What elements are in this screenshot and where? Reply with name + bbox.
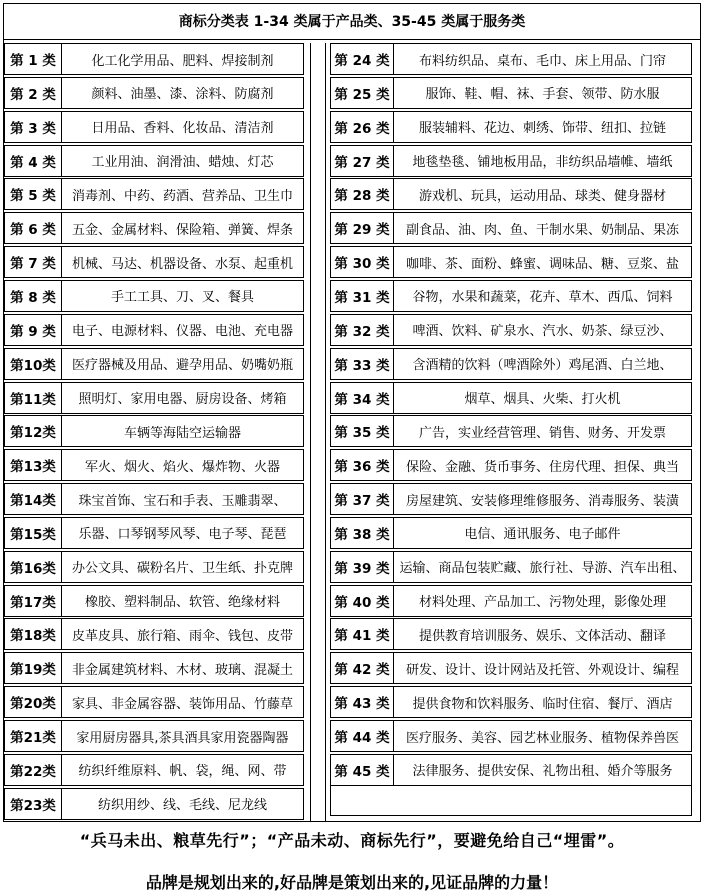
class-number: 第11类 [5,383,62,413]
class-row [330,43,692,75]
class-number: 第 9 类 [5,315,62,345]
class-row [330,551,692,583]
class-description: 烟草、烟具、火柴、打火机 [464,392,621,407]
class-row [4,585,304,617]
class-number: 第 3 类 [5,112,62,142]
class-row [330,348,692,380]
class-description: 消毒剂、中药、药酒、营养品、卫生巾 [71,188,293,204]
class-row [330,382,692,414]
class-number: 第 32 类 [331,315,394,345]
class-number: 第 1 类 [5,44,62,74]
class-description: 服装辅料、花边、刺绣、饰带、纽扣、拉链 [418,121,666,137]
class-row [4,788,304,820]
class-description: 家具、非金属容器、装饰用品、竹藤草 [71,696,293,712]
class-row [330,686,692,718]
class-number: 第 24 类 [331,44,394,74]
class-row [4,551,304,583]
class-description: 橡胶、塑料制品、软管、绝缘材料 [84,595,280,611]
class-row [330,280,692,312]
class-number: 第 34 类 [331,383,394,413]
class-number: 第 44 类 [331,721,394,751]
class-number: 第 5 类 [5,179,62,209]
class-description: 提供食物和饮料服务、临时住宿、餐厅、酒店 [412,696,673,712]
class-description: 珠宝首饰、宝石和手表、玉雕翡翠、 [78,493,287,509]
class-description: 房屋建筑、安装修理维修服务、消毒服务、装潢 [405,493,679,509]
class-row [330,111,692,143]
class-description: 乐器、口琴钢琴风琴、电子琴、琵琶 [78,527,287,543]
class-number: 第 42 类 [331,653,394,683]
class-description: 照明灯、家用电器、厨房设备、烤箱 [78,392,287,407]
class-row [4,754,304,786]
class-number: 第 43 类 [331,687,394,717]
class-row [4,348,304,380]
class-row [4,43,304,75]
class-number: 第16类 [5,552,62,582]
class-number: 第19类 [5,653,62,683]
class-description: 医疗服务、美容、园艺林业服务、植物保养兽医 [405,730,679,746]
class-number: 第 33 类 [331,349,394,379]
class-row [4,145,304,177]
slogan-line-1: “兵马未出、粮草先行”；“产品未动、商标先行”，要避免给自己“埋雷”。 [79,831,625,850]
class-number: 第 35 类 [331,416,394,446]
class-number: 第 45 类 [331,755,394,785]
class-row [330,754,692,786]
class-row [4,618,304,650]
class-row [4,686,304,718]
class-description: 电子、电源材料、仪器、电池、充电器 [71,324,293,340]
class-number: 第 40 类 [331,586,394,616]
class-number: 第14类 [5,484,62,514]
class-description: 日用品、香料、化妆品、清洁剂 [91,121,274,137]
class-row [330,618,692,650]
class-number: 第 28 类 [331,179,394,209]
class-number: 第 8 类 [5,281,62,311]
class-number: 第12类 [5,416,62,446]
class-row [330,212,692,244]
class-row [330,314,692,346]
class-row [330,720,692,752]
class-description: 军火、烟火、焰火、爆炸物、火器 [84,459,280,475]
class-row [4,111,304,143]
class-description: 家用厨房器具,茶具酒具家用瓷器陶器 [76,730,289,746]
class-row [4,517,304,549]
class-row [330,77,692,109]
class-number: 第 37 类 [331,484,394,514]
class-number: 第23类 [5,789,62,819]
class-description: 五金、金属材料、保险箱、弹簧、焊条 [71,222,293,238]
class-description: 广告，实业经营管理、销售、财务、开发票 [418,425,666,441]
class-description: 颜料、油墨、漆、涂料、防腐剂 [91,87,274,103]
class-row [330,246,692,278]
class-row [330,517,692,549]
class-row [4,77,304,109]
class-number: 第 31 类 [331,281,394,311]
class-number: 第20类 [5,687,62,717]
class-description: 医疗器械及用品、避孕用品、奶嘴奶瓶 [71,358,293,374]
class-number: 第18类 [5,619,62,649]
class-row [4,212,304,244]
class-description: 车辆等海陆空运输器 [123,425,241,441]
class-number: 第 29 类 [331,213,394,243]
class-description: 副食品、油、肉、鱼、干制水果、奶制品、果冻 [405,222,679,238]
class-description: 谷物，水果和蔬菜，花卉、草木、西瓜、饲料 [412,290,673,306]
class-row [330,449,692,481]
class-number: 第 41 类 [331,619,394,649]
class-number: 第 2 类 [5,78,62,108]
class-number: 第 38 类 [331,518,394,548]
class-description: 啤酒、饮料、矿泉水、汽水、奶茶、绿豆沙、 [412,324,673,340]
class-row [4,483,304,515]
class-number: 第 27 类 [331,146,394,176]
class-description: 布料纺织品、桌布、毛巾、床上用品、门帘 [418,53,666,69]
class-number: 第 7 类 [5,247,62,277]
column-divider-right [325,43,326,822]
class-description: 咖啡、茶、面粉、蜂蜜、调味品、糖、豆浆、盐 [405,256,679,272]
class-description: 含酒精的饮料（啤酒除外）鸡尾酒、白兰地、 [412,358,673,374]
class-row [4,246,304,278]
class-description: 法律服务、提供安保、礼物出租、婚介等服务 [412,764,673,780]
class-description: 化工化学用品、肥料、焊接制剂 [91,53,274,69]
class-row [4,382,304,414]
class-number: 第15类 [5,518,62,548]
class-row [330,483,692,515]
class-description: 纺织纤维原料、帆、袋，绳、网、带 [78,764,287,780]
class-number: 第 36 类 [331,450,394,480]
class-row [4,652,304,684]
class-row [4,280,304,312]
class-row [4,720,304,752]
class-description: 电信、通讯服务、电子邮件 [464,527,621,543]
class-number: 第21类 [5,721,62,751]
class-row [330,652,692,684]
class-row [4,178,304,210]
class-number: 第17类 [5,586,62,616]
class-description: 服饰、鞋、帽、袜、手套、领带、防水服 [425,87,660,103]
class-description: 皮革皮具、旅行箱、雨伞、钱包、皮带 [71,628,293,644]
class-row [4,415,304,447]
class-description: 保险、金融、货币事务、住房代理、担保、典当 [405,459,679,475]
class-description: 办公文具、碳粉名片、卫生纸、扑克牌 [71,561,293,577]
class-number: 第 25 类 [331,78,394,108]
column-divider-left [310,43,311,822]
class-description: 材料处理、产品加工、污物处理，影像处理 [418,595,666,611]
class-row [330,145,692,177]
class-number: 第22类 [5,755,62,785]
class-number: 第 4 类 [5,146,62,176]
class-number: 第 6 类 [5,213,62,243]
class-row [4,314,304,346]
class-row [4,449,304,481]
class-description: 非金属建筑材料、木材、玻璃、混凝土 [71,662,293,678]
class-row [330,178,692,210]
class-description: 工业用油、润滑油、蜡烛、灯芯 [91,155,274,171]
empty-cell [330,784,692,816]
class-number: 第10类 [5,349,62,379]
class-description: 手工工具、刀、叉、餐具 [110,290,254,306]
class-number: 第 26 类 [331,112,394,142]
class-description: 机械、马达、机器设备、水泵、起重机 [71,256,293,272]
class-description: 纺织用纱、线、毛线、尼龙线 [97,798,267,814]
class-description: 提供教育培训服务、娱乐、文体活动、翻译 [418,628,666,644]
class-row [330,415,692,447]
slogan-line-2: 品牌是规划出来的,好品牌是策划出来的,见证品牌的力量！ [145,873,559,892]
class-description: 运输、商品包装贮藏、旅行社、导游、汽车出租、 [399,561,686,577]
class-description: 游戏机、玩具，运动用品、球类、健身器材 [418,188,666,204]
class-description: 研发、设计、设计网站及托管、外观设计、编程 [405,662,679,678]
class-row [330,585,692,617]
table-title: 商标分类表 1-34 类属于产品类、35-45 类属于服务类 [4,4,700,40]
class-number: 第 30 类 [331,247,394,277]
class-description: 地毯垫毯、铺地板用品，非纺织品墙帷、墙纸 [412,155,673,171]
class-number: 第13类 [5,450,62,480]
class-number: 第 39 类 [331,552,394,582]
